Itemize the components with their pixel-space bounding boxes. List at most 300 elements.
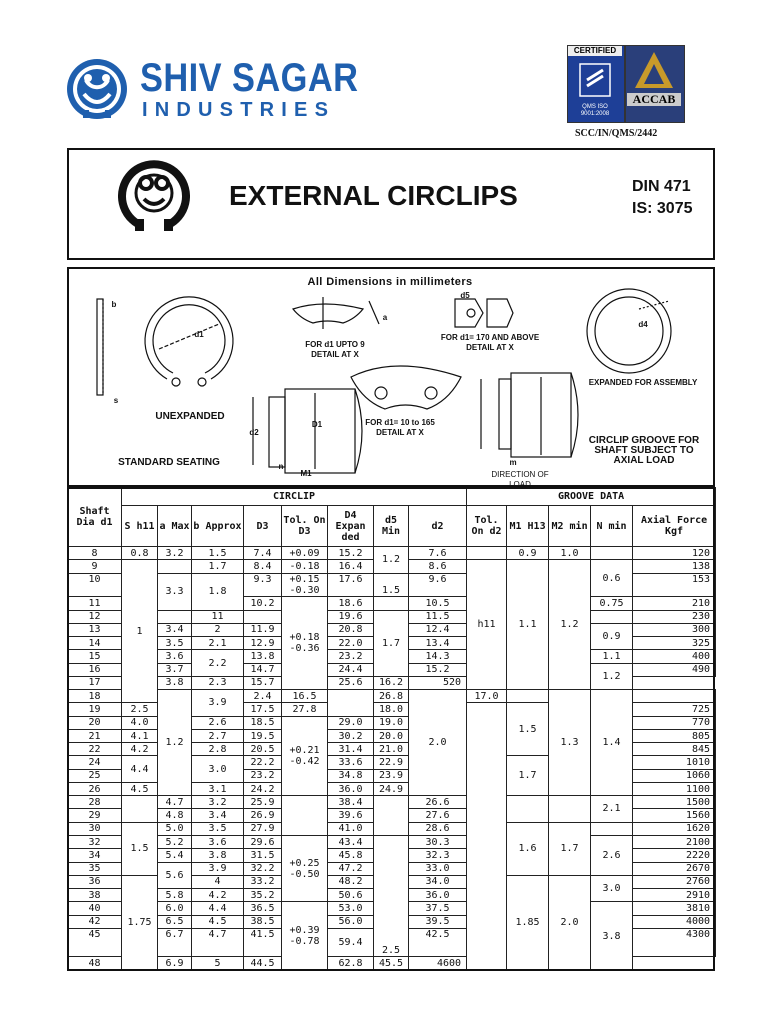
col-tol-D3: Tol. On D3: [282, 506, 328, 547]
cell-N-empty: [591, 547, 633, 560]
cell-d1: 15: [68, 650, 122, 663]
cell-b: 2.8: [192, 743, 244, 756]
cell-a: 6.9: [158, 957, 192, 971]
is-code: IS: 3075: [632, 200, 693, 217]
cell-D4: 36.0: [328, 782, 374, 795]
col-D4: D4 Expan ded: [328, 506, 374, 547]
cell-D4: 53.0: [328, 902, 374, 915]
cell-D3: 35.2: [244, 889, 282, 902]
col-d2: d2: [409, 506, 467, 547]
label-d1: d1: [194, 330, 204, 339]
cell-a: 4.0: [122, 716, 158, 729]
cell-N: 2.6: [591, 836, 633, 876]
cell-M2-empty: [549, 796, 591, 823]
cell-a: 3.7: [158, 663, 192, 676]
cell-D3: 20.5: [244, 743, 282, 756]
cell-a: 3.5: [158, 637, 192, 650]
cell-d5-empty: [374, 597, 409, 610]
cell-d1: 14: [68, 637, 122, 650]
cell-a: 4.8: [158, 809, 192, 822]
cell-D3: 25.9: [244, 796, 282, 809]
cell-tol2: h11: [467, 560, 507, 690]
cell-d1: 10: [68, 573, 122, 596]
cell-force: 490: [633, 663, 716, 676]
col-b: b Approx: [192, 506, 244, 547]
company-logo-icon: [66, 58, 128, 120]
cell-D4: 24.4: [328, 663, 374, 676]
cell-d2: 13.4: [409, 637, 467, 650]
cell-force: 4000: [633, 915, 716, 928]
standard-seating-label: STANDARD SEATING: [118, 457, 220, 468]
tol-plus: +0.21: [289, 744, 320, 756]
col-s: S h11: [122, 506, 158, 547]
cell-a: 4.1: [122, 729, 158, 742]
col-M2: M2 min: [549, 506, 591, 547]
cell-d2: 23.9: [374, 769, 409, 782]
cell-d2: 14.3: [409, 650, 467, 663]
cell-d2: 27.6: [409, 809, 467, 822]
cell-a: 6.0: [158, 902, 192, 915]
expanded-label: EXPANDED FOR ASSEMBLY: [588, 378, 698, 387]
detail-upto9-label: FOR d1 UPTO 9 DETAIL AT X: [305, 340, 365, 359]
cell-D3: 17.5: [244, 703, 282, 716]
cell-d2: 34.0: [409, 875, 467, 888]
cell-d2: 17.0: [467, 690, 507, 703]
cell-a: 5.8: [158, 889, 192, 902]
circlip-icon: [118, 157, 190, 233]
standard-codes: [632, 176, 692, 220]
cell-d2: 42.5: [409, 928, 467, 957]
cell-b: 2.4: [244, 690, 282, 703]
detail-170-label: FOR d1= 170 AND ABOVE DETAIL AT X: [440, 333, 540, 352]
cell-a: 3.6: [158, 650, 192, 663]
cell-tol1: [282, 716, 328, 796]
col-tol-d2: Tol. On d2: [467, 506, 507, 547]
cell-d1: 40: [68, 902, 122, 915]
cell-N: 1.1: [591, 650, 633, 663]
cell-d2: 20.0: [374, 729, 409, 742]
cell-a-empty: [158, 610, 192, 623]
cell-a: 4.2: [122, 743, 158, 756]
cell-D4: 22.0: [328, 637, 374, 650]
cell-force: 1100: [633, 782, 716, 795]
cell-D3: 36.5: [244, 902, 282, 915]
cell-d1: 30: [68, 822, 122, 835]
cell-D4: 50.6: [328, 889, 374, 902]
cell-D3: 11.9: [244, 623, 282, 636]
cell-b: 3.6: [192, 836, 244, 849]
cell-D4: 30.2: [328, 729, 374, 742]
cell-d2: 36.0: [409, 889, 467, 902]
groove-label: CIRCLIP GROOVE FOR SHAFT SUBJECT TO AXIAL LOAD: [588, 435, 700, 466]
cell-D3: 31.5: [244, 849, 282, 862]
cell-M1: 1.6: [507, 822, 549, 875]
cell-D4: 23.2: [328, 650, 374, 663]
tol-minus: -0.50: [289, 868, 320, 880]
cell-force: 153: [633, 573, 716, 596]
cell-M1: 0.9: [507, 547, 549, 560]
cell-force: 4300: [633, 928, 716, 957]
cell-d2: 37.5: [409, 902, 467, 915]
cell-d1: 25: [68, 769, 122, 782]
cell-D3-empty: [244, 610, 282, 623]
cell-d1: 17: [68, 676, 122, 689]
cell-d1: 24: [68, 756, 122, 769]
cell-b: 2.3: [192, 676, 244, 689]
cell-tol1-empty: [328, 690, 374, 717]
cell-force: 1500: [633, 796, 716, 809]
tol-minus: -0.30: [289, 584, 320, 596]
cell-a: 6.5: [158, 915, 192, 928]
cell-force: 2910: [633, 889, 716, 902]
label-d5: d5: [460, 291, 470, 300]
cell-N: 2.1: [591, 796, 633, 823]
cell-D3: 23.2: [244, 769, 282, 782]
cell-b: 1.7: [192, 560, 244, 573]
cell-tol1: [282, 836, 328, 902]
cell-D3: 7.4: [244, 547, 282, 560]
cell-D4: 48.2: [328, 875, 374, 888]
cell-D3: 9.3: [244, 573, 282, 596]
cell-D4: 19.6: [328, 610, 374, 623]
cell-b: 1.5: [192, 547, 244, 560]
cell-D4: 27.8: [282, 703, 328, 716]
cell-force: 325: [633, 637, 716, 650]
cell-M2: 1.0: [549, 547, 591, 560]
din-code: DIN 471: [632, 178, 691, 195]
cell-d2: 12.4: [409, 623, 467, 636]
cell-d5: 1.5: [374, 573, 409, 596]
cell-D3: 15.7: [244, 676, 282, 689]
cell-tol1: [282, 902, 328, 971]
groove-group-header: GROOVE DATA: [467, 488, 716, 506]
cell-M2: 1.2: [549, 560, 591, 690]
cell-force: 1010: [633, 756, 716, 769]
cell-d1: 8: [68, 547, 122, 560]
cell-s: 0.8: [122, 547, 158, 560]
direction-label: DIRECTION OF LOAD: [491, 470, 549, 489]
cell-tol1: [282, 597, 328, 690]
label-D1: D1: [311, 420, 323, 429]
label-d4: d4: [638, 320, 648, 329]
cell-d2: 21.0: [374, 743, 409, 756]
cert-seal-icon: [578, 62, 612, 98]
cell-force: 210: [633, 597, 716, 610]
tol-minus: -0.78: [289, 936, 320, 948]
cell-D4: 45.8: [328, 849, 374, 862]
d5-value: 2.5: [381, 945, 401, 957]
cell-D4: 17.6: [328, 573, 374, 596]
cell-D3: 44.5: [244, 957, 282, 971]
cell-force: 1560: [633, 809, 716, 822]
cell-M1: 1.1: [507, 560, 549, 690]
cell-d5: [374, 836, 409, 957]
cell-force: 770: [633, 716, 716, 729]
cell-D3: 24.2: [244, 782, 282, 795]
cell-D4: 33.6: [328, 756, 374, 769]
cell-a: 3.4: [158, 623, 192, 636]
cell-b: 2.5: [122, 703, 158, 716]
cell-N: 1.7: [507, 756, 549, 796]
circlip-table: [67, 487, 715, 971]
label-d2: d2: [249, 428, 259, 437]
col-shaft-dia: Shaft Dia d1: [68, 488, 122, 547]
cell-N: 0.9: [591, 623, 633, 650]
cell-tol2-empty: [467, 547, 507, 560]
cell-s: 1: [122, 560, 158, 703]
cell-D3: 12.9: [244, 637, 282, 650]
cell-d2: 11.5: [409, 610, 467, 623]
cell-d2: 30.3: [409, 836, 467, 849]
cell-d1: 35: [68, 862, 122, 875]
cell-d1: 19: [68, 703, 122, 716]
cell-d2: 26.6: [409, 796, 467, 809]
cell-a: 3.8: [158, 676, 192, 689]
label-n: n: [278, 462, 284, 471]
cell-M2: 1.7: [549, 822, 591, 875]
cell-b: 3.4: [192, 809, 244, 822]
cell-d1: 42: [68, 915, 122, 928]
detail-10-165-label: FOR d1= 10 to 165 DETAIL AT X: [365, 418, 435, 437]
cell-force: 2760: [633, 875, 716, 888]
cell-D4: 59.4: [328, 928, 374, 957]
cell-d2: 45.5: [374, 957, 409, 971]
cell-s: 1.75: [122, 875, 158, 970]
cell-D4: 47.2: [328, 862, 374, 875]
cell-d1: 11: [68, 597, 122, 610]
cell-force: 400: [633, 650, 716, 663]
col-N: N min: [591, 506, 633, 547]
cell-tol1: [282, 573, 328, 596]
cell-D4: 26.8: [374, 690, 409, 703]
cell-d2: 16.2: [374, 676, 409, 689]
cell-D3: 41.5: [244, 928, 282, 957]
tol-plus: +0.39: [289, 925, 320, 937]
cell-a: 3.2: [158, 547, 192, 560]
cell-d2: 7.6: [409, 547, 467, 560]
cell-b: 2.7: [192, 729, 244, 742]
cell-D3: 19.5: [244, 729, 282, 742]
cell-d5: 1.7: [374, 610, 409, 676]
col-M1: M1 H13: [507, 506, 549, 547]
brand-subtitle: INDUSTRIES: [142, 99, 336, 121]
cell-b: 3.0: [192, 756, 244, 783]
cell-tol1: +0.09: [282, 547, 328, 560]
cell-D4: 25.6: [328, 676, 374, 689]
cell-tol1-empty: [282, 796, 328, 836]
label-s: s: [113, 396, 119, 405]
cell-b: 4.7: [192, 928, 244, 957]
cell-d1: 21: [68, 729, 122, 742]
cell-a: 5.4: [158, 849, 192, 862]
cell-d1: 13: [68, 623, 122, 636]
label-a: a: [382, 313, 388, 322]
cell-d2: 28.6: [409, 822, 467, 835]
cell-d2: 15.2: [409, 663, 467, 676]
cell-d2: 8.6: [409, 560, 467, 573]
cell-M1-empty: [507, 796, 549, 823]
cell-force: 230: [633, 610, 716, 623]
tol-plus: +0.18: [289, 632, 320, 644]
cell-d1: 48: [68, 957, 122, 971]
cell-b: 4: [192, 875, 244, 888]
cell-a: 3.9: [192, 690, 244, 717]
cell-D4: 16.4: [328, 560, 374, 573]
cell-force: 138: [633, 560, 716, 573]
cell-D4: 62.8: [328, 957, 374, 971]
cell-a: 4.4: [122, 756, 158, 783]
cell-M2: 2.0: [549, 875, 591, 970]
cell-N: 0.6: [591, 560, 633, 597]
cell-force: 520: [409, 676, 467, 689]
cell-b: 4.2: [192, 889, 244, 902]
cell-force: 2220: [633, 849, 716, 862]
cell-force: 1620: [633, 822, 716, 835]
cell-b: 3.1: [192, 782, 244, 795]
cell-force: 1060: [633, 769, 716, 782]
cell-d1: 18: [68, 690, 122, 703]
brand-name: SHIV SAGAR: [140, 56, 359, 100]
cell-D4: 29.0: [328, 716, 374, 729]
cell-d2: 24.9: [374, 782, 409, 795]
cell-D3: 22.2: [244, 756, 282, 769]
cell-tol1: -0.18: [282, 560, 328, 573]
cell-N: 1.5: [507, 703, 549, 756]
cell-d5: 1.2: [374, 547, 409, 574]
cell-D4: 31.4: [328, 743, 374, 756]
label-m: m: [509, 458, 517, 467]
cell-a: 3.3: [158, 573, 192, 610]
cell-force: 845: [633, 743, 716, 756]
tol-minus: -0.42: [289, 755, 320, 767]
cell-N: 3.8: [591, 902, 633, 971]
cert-code: SCC/IN/QMS/2442: [575, 128, 658, 139]
cell-D3: 14.7: [244, 663, 282, 676]
cell-d1: 20: [68, 716, 122, 729]
cell-D3: 38.5: [244, 915, 282, 928]
cert-iso: QMS ISO 9001:2008: [580, 104, 610, 117]
col-a: a Max: [158, 506, 192, 547]
cell-D4: 38.4: [328, 796, 374, 809]
cell-d2: 32.3: [409, 849, 467, 862]
label-M1: M1: [300, 469, 312, 478]
cell-M1: 1.3: [549, 690, 591, 796]
cell-M2: 1.4: [591, 690, 633, 796]
page-title: EXTERNAL CIRCLIPS: [229, 180, 518, 211]
cell-d1: 38: [68, 889, 122, 902]
cell-force: 3810: [633, 902, 716, 915]
cell-tol2-empty: [467, 703, 507, 971]
cell-D3: 32.2: [244, 862, 282, 875]
col-D3: D3: [244, 506, 282, 547]
cell-D4: 18.6: [328, 597, 374, 610]
cell-force: 4600: [409, 957, 467, 971]
cell-tol2-empty: [507, 690, 549, 703]
cell-b: 4.4: [192, 902, 244, 915]
tol-plus: +0.15: [289, 573, 320, 585]
cell-b: 3.8: [192, 849, 244, 862]
cell-force: 2670: [633, 862, 716, 875]
dimension-table: [67, 487, 716, 971]
cell-D3: 33.2: [244, 875, 282, 888]
cell-d1: 28: [68, 796, 122, 809]
cell-d1: 16: [68, 663, 122, 676]
cell-N-empty: [591, 610, 633, 623]
cell-D4: 20.8: [328, 623, 374, 636]
col-d5: d5 Min: [374, 506, 409, 547]
cell-D3: 29.6: [244, 836, 282, 849]
circlip-group-header: CIRCLIP: [122, 488, 467, 506]
cell-b: 2: [192, 623, 244, 636]
cell-D3: 10.2: [244, 597, 282, 610]
cell-force: 2100: [633, 836, 716, 849]
cell-a: 5.2: [158, 836, 192, 849]
cell-d2: 19.0: [374, 716, 409, 729]
unexpanded-label: UNEXPANDED: [155, 411, 225, 422]
cell-b: 3.2: [192, 796, 244, 809]
col-force: Axial Force Kgf: [633, 506, 716, 547]
cell-N: 0.75: [591, 597, 633, 610]
cell-D4: 15.2: [328, 547, 374, 560]
cell-b: 5: [192, 957, 244, 971]
cell-N: 3.0: [591, 875, 633, 902]
cell-d2: 33.0: [409, 862, 467, 875]
cell-D3: 18.5: [244, 716, 282, 729]
label-b: b: [111, 300, 117, 309]
cell-force: 805: [633, 729, 716, 742]
cell-d1: 22: [68, 743, 122, 756]
cell-d1: 45: [68, 928, 122, 957]
cell-D3: 27.9: [244, 822, 282, 835]
cell-N: 1.2: [591, 663, 633, 690]
cell-s: 1.2: [158, 690, 192, 796]
cell-D4: 34.8: [328, 769, 374, 782]
cell-d1: 32: [68, 836, 122, 849]
cell-d2: 39.5: [409, 915, 467, 928]
cell-d2: 10.5: [409, 597, 467, 610]
cell-d2: 9.6: [409, 573, 467, 596]
cell-D3: 16.5: [282, 690, 328, 703]
dimensions-note: All Dimensions in millimeters: [307, 276, 473, 288]
cell-D4: 43.4: [328, 836, 374, 849]
cell-a: 6.7: [158, 928, 192, 957]
cell-a: 4.5: [122, 782, 158, 795]
cell-force: 120: [633, 547, 716, 560]
cell-force: 300: [633, 623, 716, 636]
cell-s: 1.5: [122, 822, 158, 875]
cell-d1: 36: [68, 875, 122, 888]
cell-b: 2.2: [192, 650, 244, 677]
cell-D3: 26.9: [244, 809, 282, 822]
cell-b: 2.1: [192, 637, 244, 650]
cell-D4: 56.0: [328, 915, 374, 928]
cell-a: 5.0: [158, 822, 192, 835]
cell-D4: 39.6: [328, 809, 374, 822]
tol-plus: +0.25: [289, 857, 320, 869]
cell-d1: 26: [68, 782, 122, 795]
cell-b: 3.5: [192, 822, 244, 835]
cell-N-empty: [591, 822, 633, 835]
cell-d2: 18.0: [374, 703, 409, 716]
cell-D3: 13.8: [244, 650, 282, 663]
cell-a: 5.6: [158, 862, 192, 889]
accab-label: ACCAB: [627, 93, 681, 106]
cell-d1: 34: [68, 849, 122, 862]
cell-d2: 22.9: [374, 756, 409, 769]
cell-b: 2.6: [192, 716, 244, 729]
cell-D4: 41.0: [328, 822, 374, 835]
cell-s-empty: [122, 796, 158, 823]
